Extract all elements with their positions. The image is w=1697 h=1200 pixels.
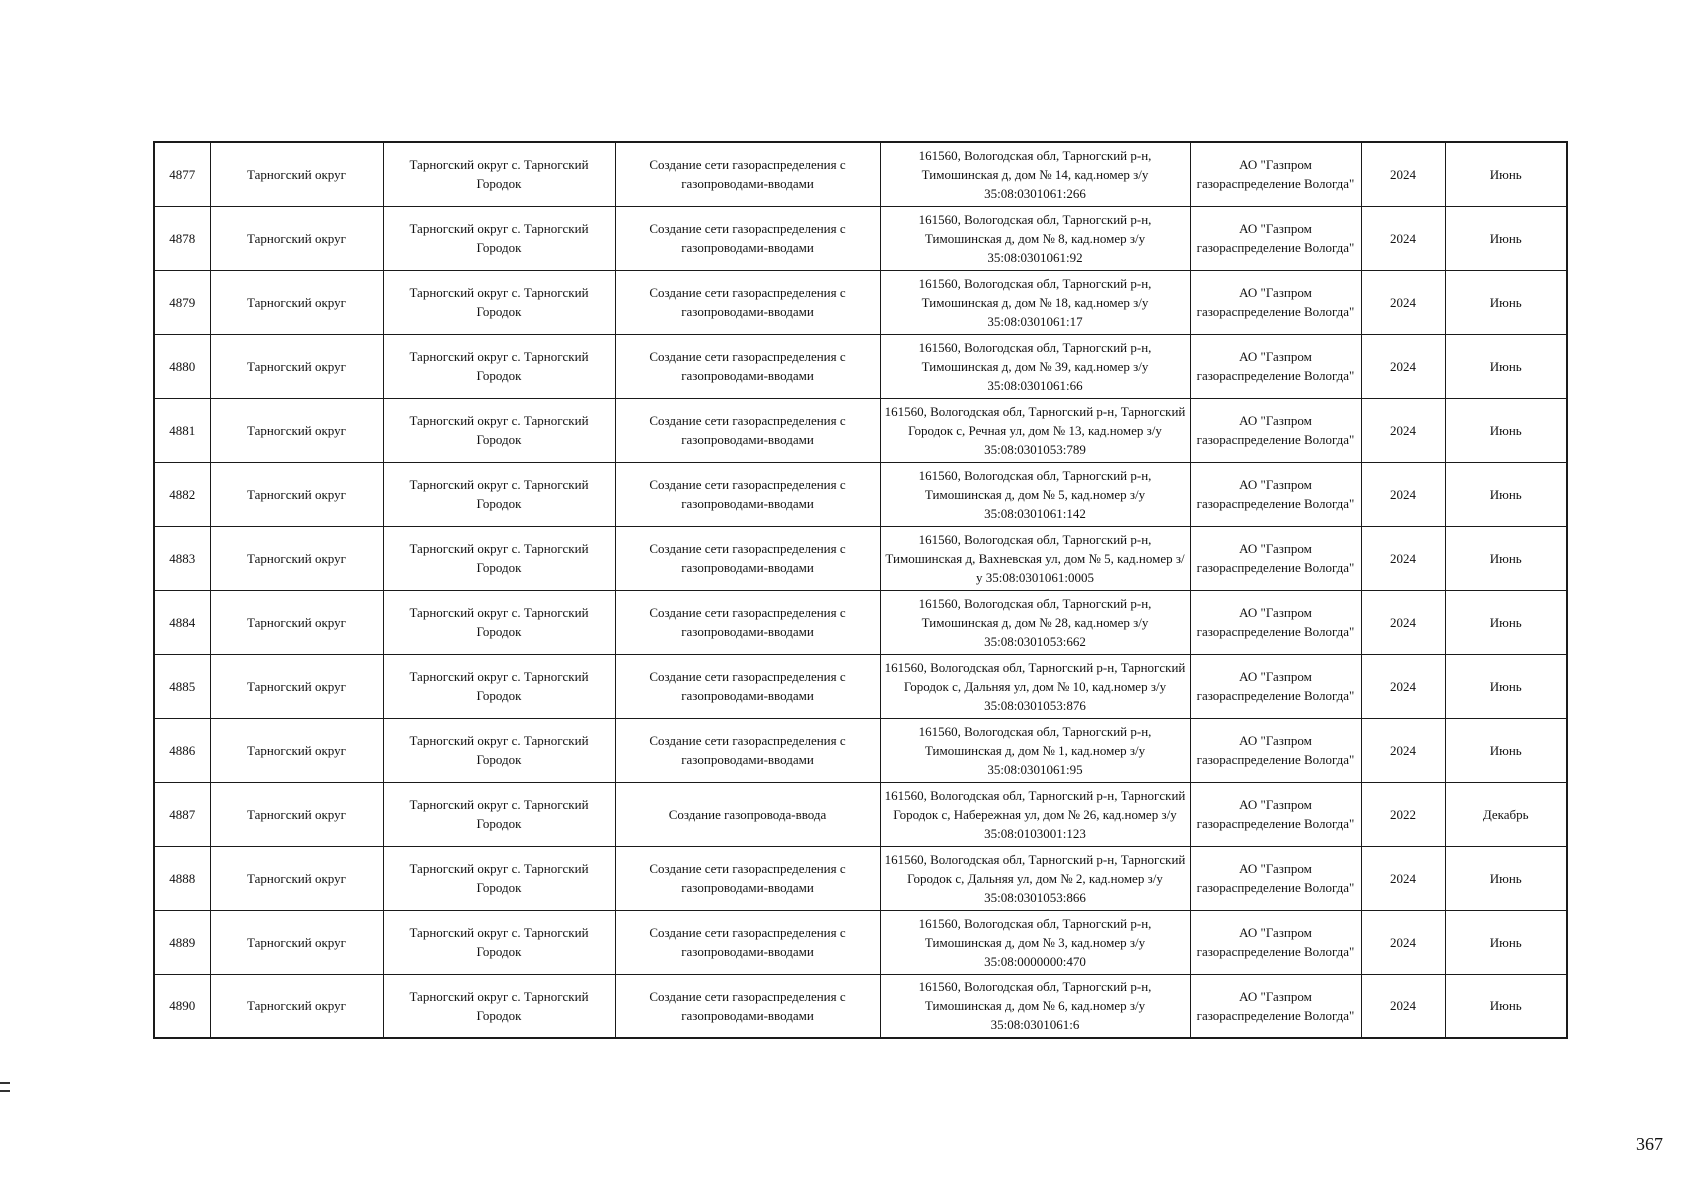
work-description-cell: Создание сети газораспределения с газопроводами-вводами: [615, 718, 880, 782]
district-cell: Тарногский округ: [210, 142, 383, 206]
year-cell: 2024: [1361, 206, 1445, 270]
address-cell: 161560, Вологодская обл, Тарногский р-н, Тимошинская д, дом № 1, кад.номер з/у 35:08:0301061:95: [880, 718, 1190, 782]
month-cell: Июнь: [1445, 974, 1567, 1038]
settlement-cell: Тарногский округ с. Тарногский Городок: [383, 398, 615, 462]
table-row: [154, 718, 1567, 782]
table-row: [154, 974, 1567, 1038]
district-cell: Тарногский округ: [210, 590, 383, 654]
table-row: [154, 462, 1567, 526]
organization-cell: АО "Газпром газораспределение Вологда": [1190, 654, 1361, 718]
year-cell: 2022: [1361, 782, 1445, 846]
organization-cell: АО "Газпром газораспределение Вологда": [1190, 974, 1361, 1038]
address-cell: 161560, Вологодская обл, Тарногский р-н, Тимошинская д, Вахневская ул, дом № 5, кад.номер з/у 35:08:0301061:0005: [880, 526, 1190, 590]
table-row: [154, 334, 1567, 398]
district-cell: Тарногский округ: [210, 206, 383, 270]
organization-cell: АО "Газпром газораспределение Вологда": [1190, 718, 1361, 782]
settlement-cell: Тарногский округ с. Тарногский Городок: [383, 654, 615, 718]
table-row: [154, 206, 1567, 270]
year-cell: 2024: [1361, 590, 1445, 654]
organization-cell: АО "Газпром газораспределение Вологда": [1190, 462, 1361, 526]
page-number: 367: [1636, 1134, 1663, 1154]
organization-cell: АО "Газпром газораспределение Вологда": [1190, 526, 1361, 590]
month-cell: Декабрь: [1445, 782, 1567, 846]
table-body: [154, 142, 1567, 1038]
table-row: [154, 270, 1567, 334]
month-cell: Июнь: [1445, 398, 1567, 462]
organization-cell: АО "Газпром газораспределение Вологда": [1190, 782, 1361, 846]
work-description-cell: Создание сети газораспределения с газопроводами-вводами: [615, 654, 880, 718]
address-cell: 161560, Вологодская обл, Тарногский р-н, Тимошинская д, дом № 8, кад.номер з/у 35:08:0301061:92: [880, 206, 1190, 270]
settlement-cell: Тарногский округ с. Тарногский Городок: [383, 718, 615, 782]
row-number-cell: 4889: [154, 910, 210, 974]
year-cell: 2024: [1361, 334, 1445, 398]
row-number-cell: 4879: [154, 270, 210, 334]
month-cell: Июнь: [1445, 526, 1567, 590]
settlement-cell: Тарногский округ с. Тарногский Городок: [383, 974, 615, 1038]
table-row: [154, 910, 1567, 974]
district-cell: Тарногский округ: [210, 462, 383, 526]
year-cell: 2024: [1361, 974, 1445, 1038]
month-cell: Июнь: [1445, 910, 1567, 974]
year-cell: 2024: [1361, 398, 1445, 462]
year-cell: 2024: [1361, 654, 1445, 718]
settlement-cell: Тарногский округ с. Тарногский Городок: [383, 846, 615, 910]
year-cell: 2024: [1361, 718, 1445, 782]
district-cell: Тарногский округ: [210, 270, 383, 334]
work-description-cell: Создание сети газораспределения с газопроводами-вводами: [615, 910, 880, 974]
address-cell: 161560, Вологодская обл, Тарногский р-н, Тимошинская д, дом № 14, кад.номер з/у 35:08:0301061:266: [880, 142, 1190, 206]
work-description-cell: Создание сети газораспределения с газопроводами-вводами: [615, 334, 880, 398]
organization-cell: АО "Газпром газораспределение Вологда": [1190, 334, 1361, 398]
table-row: [154, 654, 1567, 718]
month-cell: Июнь: [1445, 590, 1567, 654]
district-cell: Тарногский округ: [210, 334, 383, 398]
table-row: [154, 846, 1567, 910]
settlement-cell: Тарногский округ с. Тарногский Городок: [383, 206, 615, 270]
district-cell: Тарногский округ: [210, 526, 383, 590]
address-cell: 161560, Вологодская обл, Тарногский р-н, Тарногский Городок с, Дальняя ул, дом № 2, кад.номер з/у 35:08:0301053:866: [880, 846, 1190, 910]
table-row: [154, 782, 1567, 846]
month-cell: Июнь: [1445, 142, 1567, 206]
settlement-cell: Тарногский округ с. Тарногский Городок: [383, 782, 615, 846]
row-number-cell: 4877: [154, 142, 210, 206]
month-cell: Июнь: [1445, 206, 1567, 270]
district-cell: Тарногский округ: [210, 398, 383, 462]
month-cell: Июнь: [1445, 270, 1567, 334]
month-cell: Июнь: [1445, 462, 1567, 526]
district-cell: Тарногский округ: [210, 846, 383, 910]
district-cell: Тарногский округ: [210, 974, 383, 1038]
table-row: [154, 398, 1567, 462]
work-description-cell: Создание газопровода-ввода: [615, 782, 880, 846]
district-cell: Тарногский округ: [210, 654, 383, 718]
year-cell: 2024: [1361, 270, 1445, 334]
work-description-cell: Создание сети газораспределения с газопроводами-вводами: [615, 270, 880, 334]
row-number-cell: 4886: [154, 718, 210, 782]
work-description-cell: Создание сети газораспределения с газопроводами-вводами: [615, 590, 880, 654]
organization-cell: АО "Газпром газораспределение Вологда": [1190, 590, 1361, 654]
row-number-cell: 4880: [154, 334, 210, 398]
address-cell: 161560, Вологодская обл, Тарногский р-н, Тимошинская д, дом № 3, кад.номер з/у 35:08:0000000:470: [880, 910, 1190, 974]
district-cell: Тарногский округ: [210, 910, 383, 974]
address-cell: 161560, Вологодская обл, Тарногский р-н, Тимошинская д, дом № 18, кад.номер з/у 35:08:0301061:17: [880, 270, 1190, 334]
address-cell: 161560, Вологодская обл, Тарногский р-н, Тарногский Городок с, Речная ул, дом № 13, кад.номер з/у 35:08:0301053:789: [880, 398, 1190, 462]
settlement-cell: Тарногский округ с. Тарногский Городок: [383, 334, 615, 398]
address-cell: 161560, Вологодская обл, Тарногский р-н, Тимошинская д, дом № 28, кад.номер з/у 35:08:0301053:662: [880, 590, 1190, 654]
row-number-cell: 4881: [154, 398, 210, 462]
settlement-cell: Тарногский округ с. Тарногский Городок: [383, 142, 615, 206]
year-cell: 2024: [1361, 846, 1445, 910]
organization-cell: АО "Газпром газораспределение Вологда": [1190, 846, 1361, 910]
address-cell: 161560, Вологодская обл, Тарногский р-н, Тимошинская д, дом № 6, кад.номер з/у 35:08:0301061:6: [880, 974, 1190, 1038]
table-row: [154, 526, 1567, 590]
organization-cell: АО "Газпром газораспределение Вологда": [1190, 270, 1361, 334]
district-cell: Тарногский округ: [210, 718, 383, 782]
address-cell: 161560, Вологодская обл, Тарногский р-н, Тарногский Городок с, Набережная ул, дом № 26, кад.номер з/у 35:08:0103001:123: [880, 782, 1190, 846]
binding-mark: [0, 1082, 10, 1100]
work-description-cell: Создание сети газораспределения с газопроводами-вводами: [615, 974, 880, 1038]
work-description-cell: Создание сети газораспределения с газопроводами-вводами: [615, 398, 880, 462]
address-cell: 161560, Вологодская обл, Тарногский р-н, Тимошинская д, дом № 39, кад.номер з/у 35:08:0301061:66: [880, 334, 1190, 398]
address-cell: 161560, Вологодская обл, Тарногский р-н, Тимошинская д, дом № 5, кад.номер з/у 35:08:0301061:142: [880, 462, 1190, 526]
month-cell: Июнь: [1445, 846, 1567, 910]
year-cell: 2024: [1361, 526, 1445, 590]
row-number-cell: 4883: [154, 526, 210, 590]
table-row: [154, 590, 1567, 654]
year-cell: 2024: [1361, 142, 1445, 206]
settlement-cell: Тарногский округ с. Тарногский Городок: [383, 910, 615, 974]
row-number-cell: 4882: [154, 462, 210, 526]
settlement-cell: Тарногский округ с. Тарногский Городок: [383, 270, 615, 334]
row-number-cell: 4885: [154, 654, 210, 718]
organization-cell: АО "Газпром газораспределение Вологда": [1190, 398, 1361, 462]
row-number-cell: 4887: [154, 782, 210, 846]
work-description-cell: Создание сети газораспределения с газопроводами-вводами: [615, 462, 880, 526]
month-cell: Июнь: [1445, 718, 1567, 782]
settlement-cell: Тарногский округ с. Тарногский Городок: [383, 590, 615, 654]
row-number-cell: 4890: [154, 974, 210, 1038]
work-description-cell: Создание сети газораспределения с газопроводами-вводами: [615, 142, 880, 206]
month-cell: Июнь: [1445, 334, 1567, 398]
address-cell: 161560, Вологодская обл, Тарногский р-н, Тарногский Городок с, Дальняя ул, дом № 10, кад.номер з/у 35:08:0301053:876: [880, 654, 1190, 718]
month-cell: Июнь: [1445, 654, 1567, 718]
district-cell: Тарногский округ: [210, 782, 383, 846]
work-description-cell: Создание сети газораспределения с газопроводами-вводами: [615, 526, 880, 590]
table-row: [154, 142, 1567, 206]
row-number-cell: 4888: [154, 846, 210, 910]
year-cell: 2024: [1361, 462, 1445, 526]
row-number-cell: 4884: [154, 590, 210, 654]
settlement-cell: Тарногский округ с. Тарногский Городок: [383, 526, 615, 590]
work-description-cell: Создание сети газораспределения с газопроводами-вводами: [615, 206, 880, 270]
organization-cell: АО "Газпром газораспределение Вологда": [1190, 142, 1361, 206]
row-number-cell: 4878: [154, 206, 210, 270]
work-description-cell: Создание сети газораспределения с газопроводами-вводами: [615, 846, 880, 910]
gasification-schedule-table: [153, 141, 1568, 1039]
organization-cell: АО "Газпром газораспределение Вологда": [1190, 206, 1361, 270]
settlement-cell: Тарногский округ с. Тарногский Городок: [383, 462, 615, 526]
year-cell: 2024: [1361, 910, 1445, 974]
organization-cell: АО "Газпром газораспределение Вологда": [1190, 910, 1361, 974]
